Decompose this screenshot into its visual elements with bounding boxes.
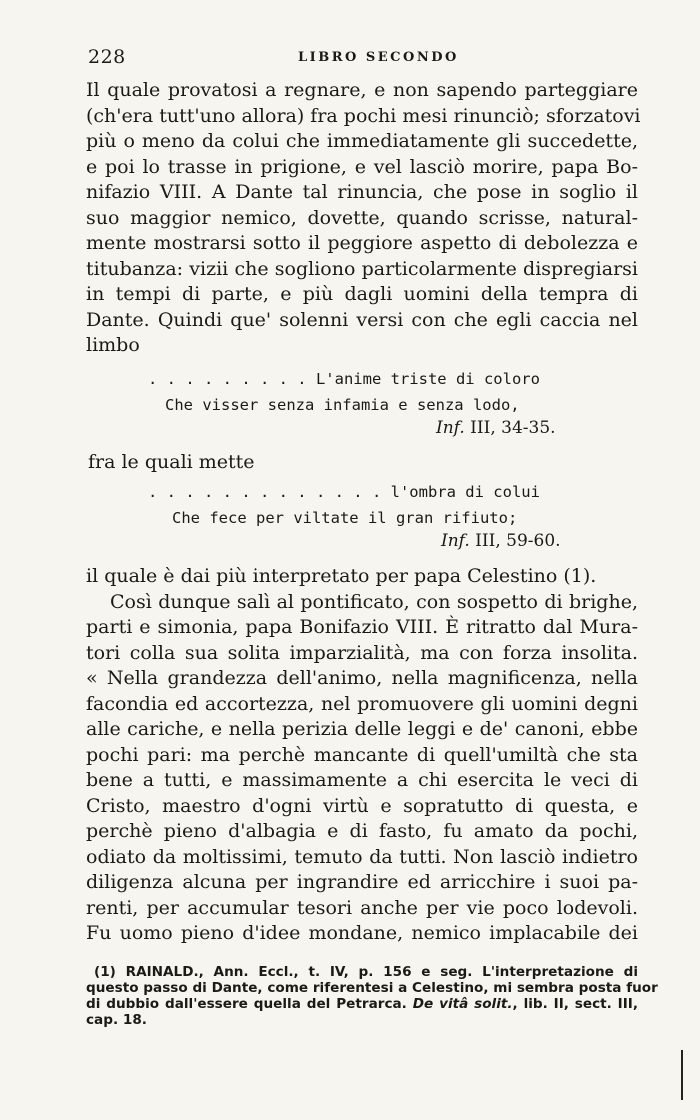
text-line: pochi pari: ma perchè mancante di quell'umiltà che sta (86, 743, 638, 766)
text-line: Il quale provatosi a regnare, e non sapendo parteggiare (86, 79, 638, 101)
text-line: renti, per accumular tesori anche per vie poco lodevoli. (86, 896, 638, 919)
paragraph-2 (86, 564, 638, 947)
verse-citation (436, 418, 556, 438)
text-line: perchè pieno d'albagia e di fasto, fu amato da pochi, (86, 820, 638, 842)
page-header (88, 46, 640, 76)
footnote-text: , lib. II, sect. III, (512, 996, 638, 1012)
verse-line: Che fece per viltate il gran rifiuto; (172, 509, 518, 527)
text-line: mente mostrarsi sotto il peggiore aspetto di debolezza e (86, 232, 638, 254)
text-line: (ch'era tutt'uno allora) fra pochi mesi rinunciò; sforzatovi (86, 104, 641, 127)
running-title: LIBRO SECONDO (298, 50, 459, 65)
text-line: Così dunque salì al pontificato, con sospetto di brighe, (110, 590, 638, 613)
text-line: Fu uomo pieno d'idee mondane, nemico implacabile dei (86, 922, 638, 944)
citation-location: III, 59-60. (469, 531, 561, 551)
text-line: parti e simonia, papa Bonifazio VIII. È ritratto dal Mura- (86, 616, 638, 638)
text-line: titubanza: vizii che sogliono particolarmente dispregiarsi (86, 257, 638, 280)
text-line: « Nella grandezza dell'animo, nella magnificenza, nella (86, 667, 638, 689)
citation-work: Inf. (441, 531, 470, 551)
text-line: facondia ed accortezza, nel promuovere gli uomini degni (86, 692, 638, 715)
text-line: nifazio VIII. A Dante tal rinuncia, che pose in soglio il (86, 181, 638, 203)
text-line: più o meno da colui che immediatamente gli succedette, (86, 130, 638, 152)
paragraph-1 (86, 78, 641, 359)
connecting-text: fra le quali mette (88, 451, 255, 473)
footnote-line: cap. 18. (86, 1012, 147, 1028)
text-line: il quale è dai più interpretato per papa Celestino (1). (86, 565, 597, 587)
text-line: Cristo, maestro d'ogni virtù e sopratutto di questa, e (86, 794, 638, 817)
text-line: limbo (86, 334, 140, 356)
verse-line: Che visser senza infamia e senza lodo, (165, 396, 520, 414)
page-number: 228 (88, 46, 126, 68)
footnote-line: (1) RAINALD., Ann. Eccl., t. IV, p. 156 e seg. L'interpretazione di (94, 964, 638, 980)
verse-citation (441, 531, 561, 551)
text-line: suo maggior nemico, dovette, quando scrisse, natural- (86, 206, 638, 229)
text-line: bene a tutti, e massimamente a chi esercita le veci di (86, 769, 638, 791)
citation-location: III, 34-35. (464, 418, 556, 438)
text-line: odiato da moltissimi, temuto da tutti. Non lasciò indietro (86, 845, 638, 868)
verse-line: . . . . . . . . . L'anime triste di coloro (148, 370, 540, 388)
verse-line: . . . . . . . . . . . . . l'ombra di colui (148, 483, 540, 501)
footnote-text: di dubbio dall'essere quella del Petrarca. (86, 996, 413, 1012)
footnote-line (86, 996, 638, 1012)
citation-work: Inf. (436, 418, 465, 438)
text-line: e poi lo trasse in prigione, e vel lasciò morire, papa Bo- (86, 155, 638, 178)
text-line: diligenza alcuna per ingrandire ed arricchire i suoi pa- (86, 871, 638, 893)
footnote-line: questo passo di Dante, come riferentesi a Celestino, mi sembra posta fuor (86, 980, 658, 996)
footnote-work-title: De vitâ solit. (412, 996, 513, 1012)
text-line: Dante. Quindi que' solenni versi con che egli caccia nel (86, 308, 638, 331)
page-edge-mark (681, 1050, 683, 1100)
footnote (86, 964, 658, 1028)
text-line: tori colla sua solita imparzialità, ma con forza insolita. (86, 641, 638, 664)
text-line: alle cariche, e nella perizia delle leggi e de' canoni, ebbe (86, 718, 638, 740)
text-line: in tempi di parte, e più dagli uomini della tempra di (86, 283, 638, 305)
